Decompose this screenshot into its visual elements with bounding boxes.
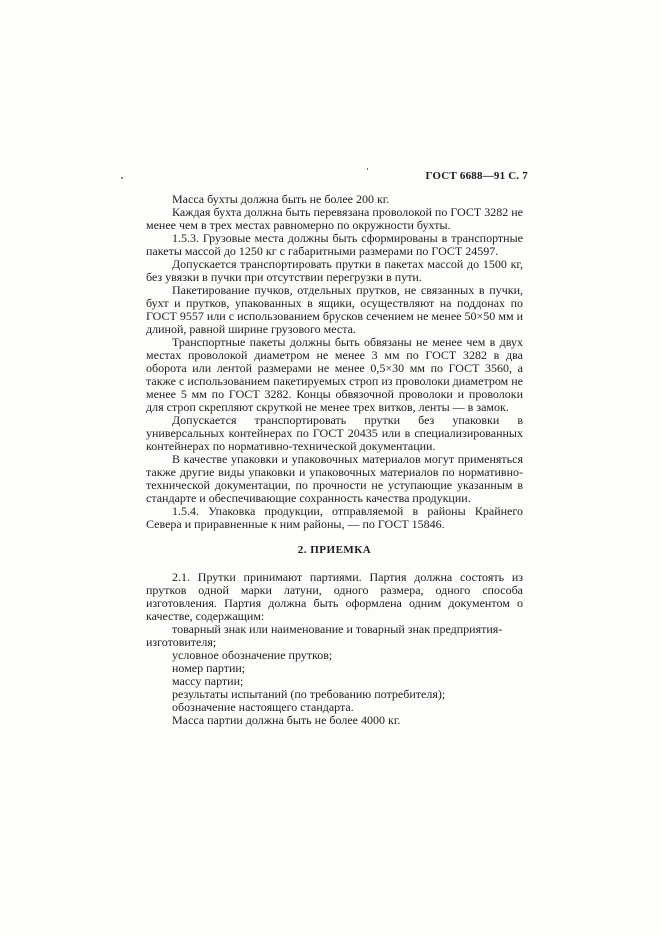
- list-item: результаты испытаний (по требованию потребителя);: [172, 687, 446, 701]
- document-body: [146, 193, 523, 727]
- paragraph: Допускается транспортировать прутки без упаковки в универсальных контейнерах по ГОСТ 20435 или в специализированных контейнерах по нормативно-технической документации.: [146, 413, 523, 453]
- paragraph: Транспортные пакеты должны быть обвязаны не менее чем в двух местах проволокой диаметром не менее 3 мм по ГОСТ 3282 в два оборота или лентой размерами не менее 0,5×30 мм по ГОСТ 3560, а также с использованием пакетируемых строп из проволоки диаметром не менее 5 мм по ГОСТ 3282. Концы обвязочной проволоки и проволоки для строп скрепляют скруткой не менее трех витков, ленты — в замок.: [146, 335, 523, 414]
- scan-speck: [121, 177, 123, 179]
- paragraph-1-5-4: 1.5.4. Упаковка продукции, отправляемой в районы Крайнего Севера и приравненные к ним районы, — по ГОСТ 15846.: [146, 504, 523, 531]
- paragraph: Масса партии должна быть не более 4000 кг.: [172, 713, 401, 727]
- list-item: массу партии;: [172, 674, 244, 688]
- list-item: номер партии;: [172, 661, 246, 675]
- paragraph-1-5-3: 1.5.3. Грузовые места должны быть сформированы в транспортные пакеты массой до 1250 кг с габаритными размерами по ГОСТ 24597.: [146, 231, 523, 258]
- paragraph: В качестве упаковки и упаковочных материалов могут применяться также другие виды упаковки и упаковочных материалов по нормативно-технической документации, по прочности не уступающие указанным в стандарте и обеспечивающие сохранность качества продукции.: [146, 452, 523, 505]
- list-item: обозначение настоящего стандарта.: [172, 700, 354, 714]
- paragraph: Масса бухты должна быть не более 200 кг.: [172, 192, 390, 206]
- paragraph-2-1: 2.1. Прутки принимают партиями. Партия должна состоять из прутков одной марки латуни, одного размера, одного способа изготовления. Партия должна быть оформлена одним документом о качестве, содержащим:: [146, 570, 523, 623]
- section-title: 2. ПРИЕМКА: [297, 544, 372, 556]
- list-item: условное обозначение прутков;: [172, 648, 333, 662]
- paragraph: Допускается транспортировать прутки в пакетах массой до 1500 кг, без увязки в пучки при отсутствии перегрузки в пути.: [146, 257, 523, 284]
- scan-speck: [367, 168, 368, 170]
- list-item: товарный знак или наименование и товарный знак предприятия-изготовителя;: [146, 622, 503, 649]
- paragraph: Пакетирование пучков, отдельных прутков, не связанных в пучки, бухт и прутков, упакованных в ящики, осуществляют на поддонах по ГОСТ 9557 или с использованием брусков сечением не менее 50×50 мм и длиной, равной ширине грузового места.: [146, 283, 523, 336]
- paragraph: Каждая бухта должна быть перевязана проволокой по ГОСТ 3282 не менее чем в трех местах равномерно по окружности бухты.: [146, 205, 523, 232]
- page-header: ГОСТ 6688—91 С. 7: [425, 170, 528, 182]
